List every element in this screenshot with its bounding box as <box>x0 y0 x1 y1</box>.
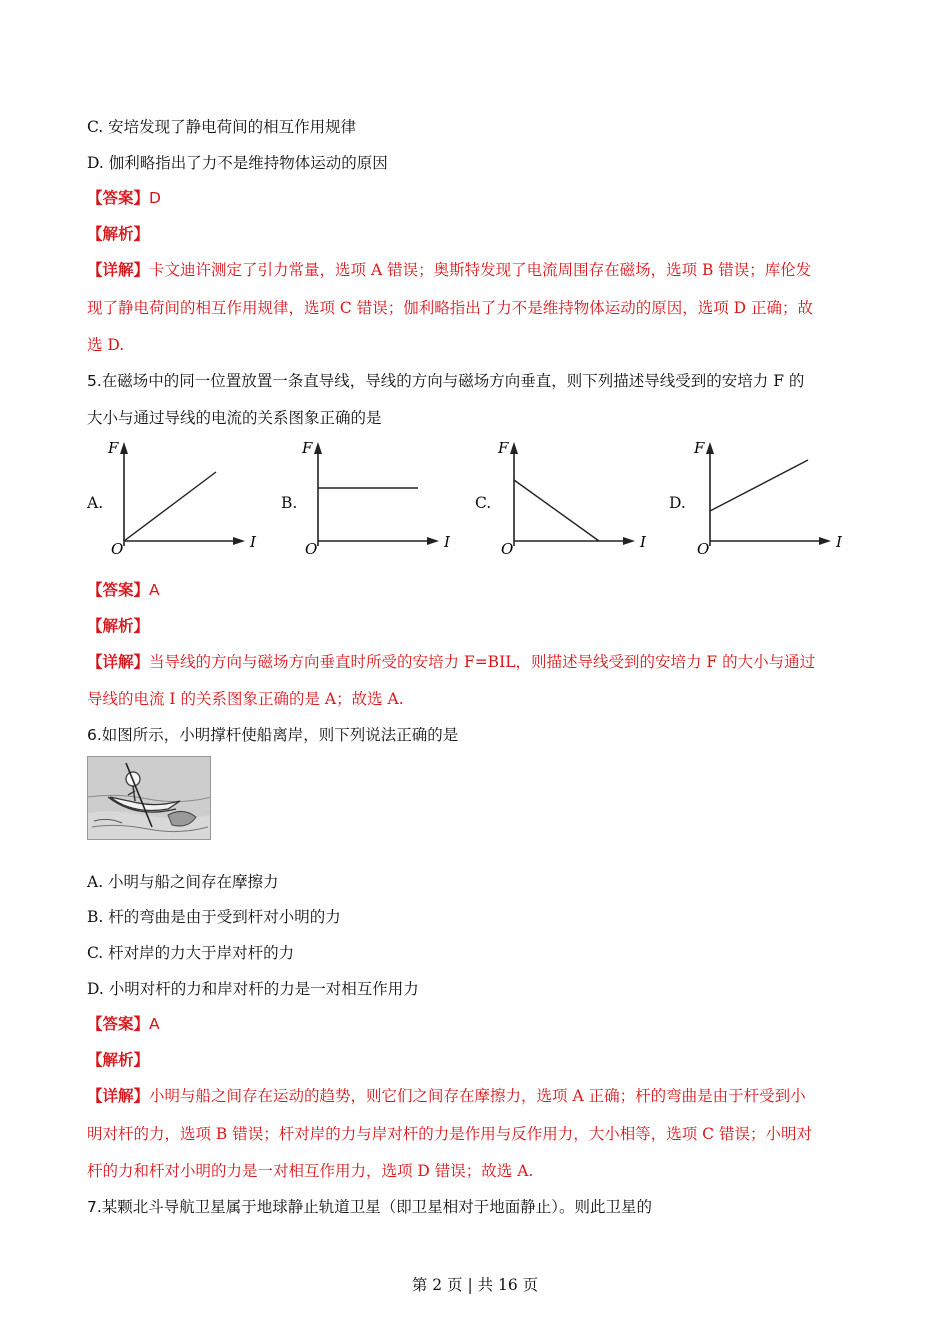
y-axis-arrow <box>706 442 714 454</box>
question-number: 7. <box>87 1198 102 1216</box>
graph-option-d-label: D. <box>669 494 686 512</box>
q4-detail-line-1 <box>87 260 811 280</box>
graph-c <box>485 438 655 558</box>
origin-label: O <box>111 540 124 558</box>
axis-label-f: F <box>302 439 313 457</box>
q5-stem-line-2: 大小与通过导线的电流的关系图象正确的是 <box>87 409 382 427</box>
x-axis-arrow <box>427 537 439 545</box>
f-i-line <box>514 480 599 541</box>
axis-label-f: F <box>694 439 705 457</box>
origin-label: O <box>697 540 710 558</box>
graph-option-a-label: A. <box>87 494 104 512</box>
q4-answer <box>87 188 161 208</box>
y-axis-arrow <box>120 442 128 454</box>
axis-label-i: I <box>444 533 450 551</box>
q4-detail-line-2: 现了静电荷间的相互作用规律，选项 C 错误；伽利略指出了力不是维持物体运动的原因，选项 D 正确；故 <box>87 299 813 317</box>
page-footer: 第 2 页 | 共 16 页 <box>411 1276 539 1294</box>
answer-value: D <box>149 189 161 207</box>
q5-analysis: 【解析】 <box>87 616 150 635</box>
y-axis-arrow <box>510 442 518 454</box>
axis-label-f: F <box>498 439 509 457</box>
detail-text: 小明与船之间存在运动的趋势，则它们之间存在摩擦力，选项 A 正确；杆的弯曲是由于杆受到小 <box>149 1087 806 1105</box>
q6-detail-line-2: 明对杆的力，选项 B 错误；杆对岸的力与岸对杆的力是作用与反作用力，大小相等，选项 C 错误；小明对 <box>87 1125 812 1143</box>
q6-option-a: A. 小明与船之间存在摩擦力 <box>87 873 279 891</box>
question-number: 5. <box>87 372 102 390</box>
q5-detail-line-1 <box>87 652 815 672</box>
q4-detail-line-3: 选 D. <box>87 336 125 354</box>
q5-detail-line-2: 导线的电流 I 的关系图象正确的是 A；故选 A. <box>87 690 404 708</box>
axis-label-i: I <box>250 533 256 551</box>
detail-text: 当导线的方向与磁场方向垂直时所受的安培力 F=BIL，则描述导线受到的安培力 F 的大小与通过 <box>149 653 816 671</box>
q6-stem <box>87 725 458 745</box>
q6-answer <box>87 1014 160 1034</box>
question-number: 6. <box>87 726 102 744</box>
q5-stem-line-1 <box>87 371 804 391</box>
graph-a <box>95 438 265 558</box>
graph-option-b-label: B. <box>281 494 298 512</box>
detail-tag: 【详解】 <box>87 652 150 671</box>
f-i-line <box>710 460 808 511</box>
q6-detail-line-3: 杆的力和杆对小明的力是一对相互作用力，选项 D 错误；故选 A. <box>87 1162 534 1180</box>
q4-analysis: 【解析】 <box>87 224 150 243</box>
q6-option-b: B. 杆的弯曲是由于受到杆对小明的力 <box>87 908 341 926</box>
answer-tag: 【答案】 <box>87 1014 150 1033</box>
graph-option-c-label: C. <box>475 494 492 512</box>
q6-option-d: D. 小明对杆的力和岸对杆的力是一对相互作用力 <box>87 980 419 998</box>
stem-text: 某颗北斗导航卫星属于地球静止轨道卫星（即卫星相对于地面静止）。则此卫星的 <box>101 1198 653 1216</box>
x-axis-arrow <box>623 537 635 545</box>
boat-illustration <box>87 756 211 840</box>
graph-b <box>289 438 459 558</box>
graph-d <box>681 438 851 558</box>
stem-text: 在磁场中的同一位置放置一条直导线，导线的方向与磁场方向垂直，则下列描述导线受到的安培力 F 的 <box>101 372 805 390</box>
detail-tag: 【详解】 <box>87 1086 150 1105</box>
y-axis-arrow <box>314 442 322 454</box>
answer-tag: 【答案】 <box>87 188 150 207</box>
origin-label: O <box>305 540 318 558</box>
q6-detail-line-1 <box>87 1086 806 1106</box>
q6-analysis: 【解析】 <box>87 1050 150 1069</box>
answer-value: A <box>149 581 160 599</box>
f-i-line <box>124 472 216 541</box>
detail-text: 卡文迪许测定了引力常量，选项 A 错误；奥斯特发现了电流周围存在磁场，选项 B 错误；库伦发 <box>149 261 812 279</box>
q6-option-c: C. 杆对岸的力大于岸对杆的力 <box>87 944 295 962</box>
q7-stem <box>87 1197 652 1217</box>
origin-label: O <box>501 540 514 558</box>
axis-label-i: I <box>640 533 646 551</box>
x-axis-arrow <box>819 537 831 545</box>
answer-value: A <box>149 1015 160 1033</box>
detail-tag: 【详解】 <box>87 260 150 279</box>
q4-option-c: C. 安培发现了静电荷间的相互作用规律 <box>87 118 357 136</box>
q5-answer <box>87 580 160 600</box>
answer-tag: 【答案】 <box>87 580 150 599</box>
q4-option-d: D. 伽利略指出了力不是维持物体运动的原因 <box>87 154 388 172</box>
stem-text: 如图所示，小明撑杆使船离岸，则下列说法正确的是 <box>101 726 459 744</box>
axis-label-f: F <box>108 439 119 457</box>
x-axis-arrow <box>233 537 245 545</box>
axis-label-i: I <box>836 533 842 551</box>
